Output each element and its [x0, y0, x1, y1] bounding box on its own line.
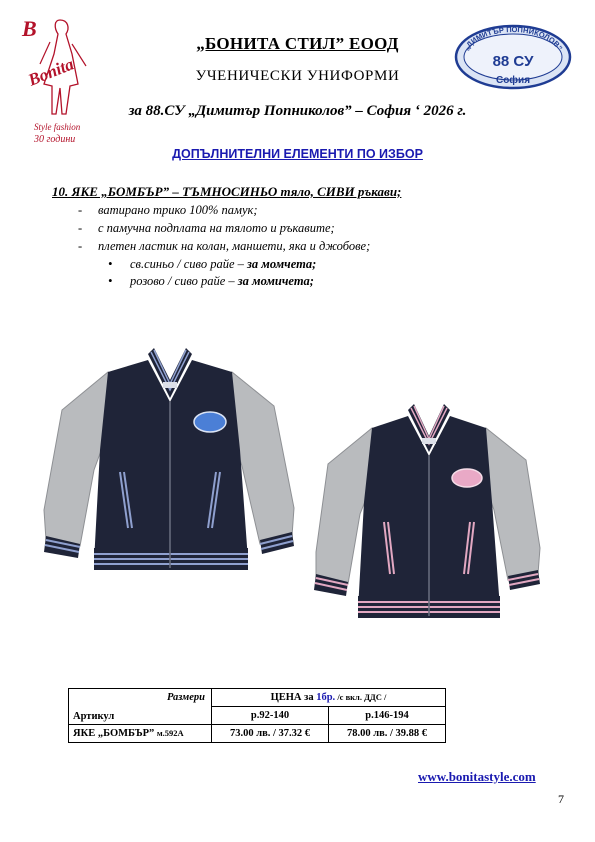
school-logo-name: „ДИМИТЪР ПОПНИКОЛОВ” [461, 24, 565, 53]
section-heading: ДОПЪЛНИТЕЛНИ ЕЛЕМЕНТИ ПО ИЗБОР [172, 147, 423, 161]
bullet-marker: • [108, 274, 113, 288]
logo-letter: B [22, 16, 37, 41]
sizes-label: Размери [166, 692, 205, 703]
document-subtitle: УЧЕНИЧЕСКИ УНИФОРМИ [195, 68, 400, 84]
website-link[interactable]: www.bonitastyle.com [418, 769, 536, 784]
price-prefix: ЦЕНА за [270, 692, 317, 703]
variant-text: розово / сиво райе – [130, 274, 238, 288]
dash-marker: - [78, 239, 83, 253]
table-corner-cell [69, 689, 212, 725]
logo-years: 30 години [34, 134, 76, 144]
logo-tagline: Style fashion [34, 122, 81, 132]
article-model: м.592А [156, 728, 184, 738]
feature-item: с памучна подплата на тялото и ръкавите; [98, 221, 335, 235]
size-range-a: р.92-140 [212, 707, 329, 725]
variant-item [130, 257, 316, 272]
page-number: 7 [558, 792, 564, 806]
price-cell-b: 78.00 лв. / 39.88 € [329, 725, 446, 743]
size-range-b: р.146-194 [329, 707, 446, 725]
bullet-marker: • [108, 257, 113, 271]
dash-marker: - [78, 221, 83, 235]
item-title: 10. ЯКЕ „БОМБЪР” – ТЪМНОСИНЬО тяло, СИВИ ръкави; [52, 184, 402, 199]
jacket-image-girls [294, 402, 564, 637]
variant-target: за момчета; [247, 257, 317, 271]
price-suffix: /с вкл. ДДС / [335, 692, 387, 702]
feature-item: ватирано трико 100% памук; [98, 203, 258, 217]
variant-text: св.синьо / сиво райе – [130, 257, 247, 271]
jacket-image-boys [36, 340, 306, 585]
table-row [69, 725, 446, 743]
price-cell-a: 73.00 лв. / 37.32 € [212, 725, 329, 743]
price-header [212, 689, 446, 707]
article-name: ЯКЕ „БОМБЪР” [73, 728, 155, 739]
dash-marker: - [78, 203, 83, 217]
variant-target: за момичета; [237, 274, 314, 288]
school-logo-number: 88 СУ [492, 53, 534, 70]
price-qty: 1бр. [316, 692, 336, 703]
price-table [68, 688, 446, 743]
company-name: „БОНИТА СТИЛ” ЕООД [196, 34, 399, 53]
school-line: за 88.СУ „Димитър Попниколов” – София ‘ 2026 г. [128, 103, 467, 119]
logo-brand: Bonita [25, 54, 77, 90]
article-name-cell [69, 725, 212, 743]
feature-item: плетен ластик на колан, маншети, яка и джобове; [98, 239, 371, 253]
variant-item [130, 274, 314, 289]
school-logo-city: София [495, 75, 531, 86]
article-label: Артикул [73, 711, 115, 722]
